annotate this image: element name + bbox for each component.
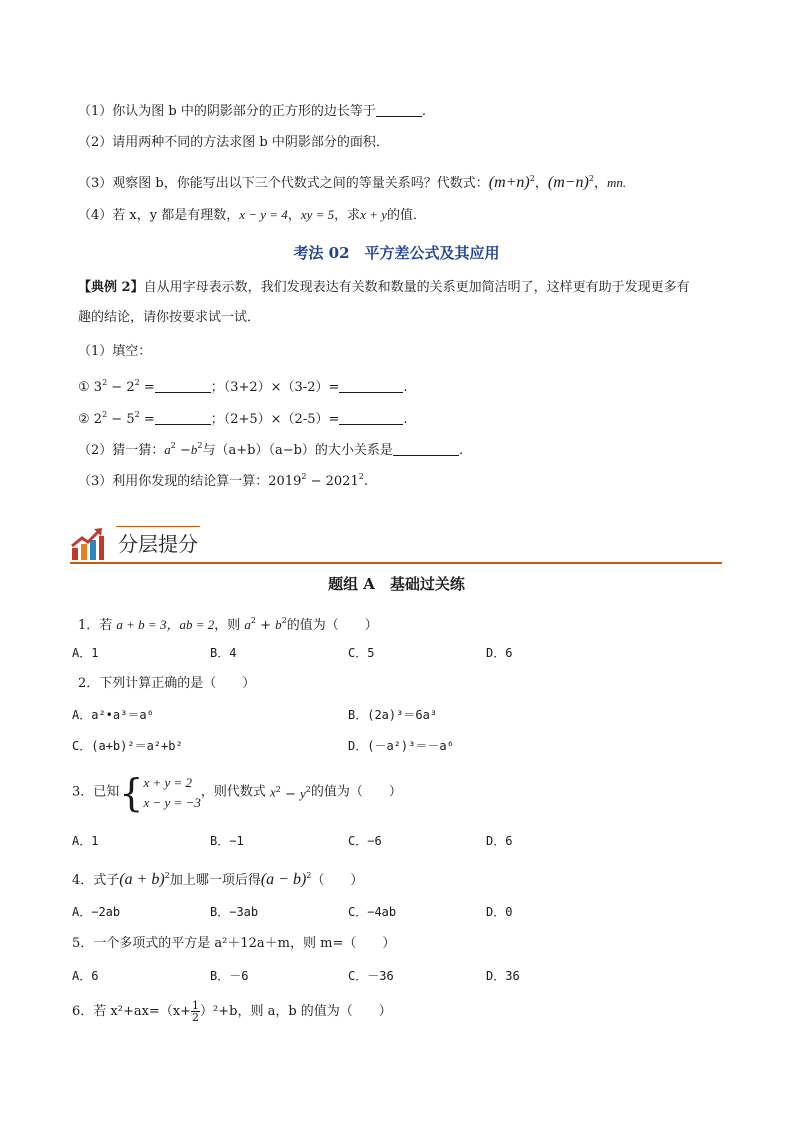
expression: (a − b) — [260, 871, 307, 888]
fill-row-2: ② $2^2 - 5^2$ = ；（2+5）×（2-5）= . — [78, 410, 408, 427]
option-d[interactable]: D．6 — [486, 646, 513, 660]
chart-growth-icon — [70, 526, 106, 562]
section-title: 考法 02 平方差公式及其应用 — [293, 244, 500, 262]
question-2-stem — [78, 675, 255, 693]
expression: = — [139, 380, 155, 395]
question-text: （2）猜一猜： — [78, 443, 165, 458]
stem-text: ，则 — [214, 618, 245, 633]
answer-blank — [339, 379, 403, 393]
expression: (m+n) — [488, 174, 530, 191]
option-d[interactable]: D．(－a²)³＝－a⁶ — [348, 739, 454, 753]
fill-row-1: ① $3^2 - 2^2$ = ；（3+2）×（3-2）= . — [78, 378, 408, 395]
expression: − 2021 — [306, 474, 359, 489]
expression: x — [269, 784, 276, 800]
banner-title: 分层提分 — [118, 532, 198, 556]
question-1-line — [78, 103, 426, 121]
stem-text: 3．已知 — [72, 784, 120, 800]
expression: (a + b) — [119, 871, 165, 888]
question-text: 与（a+b）（a−b）的大小关系是 — [202, 443, 393, 458]
expression: ① 3 — [78, 380, 103, 395]
option-b[interactable]: B．4 — [210, 646, 237, 660]
question-1-stem: 1．若 a + b = 3，ab = 2，则 $a^2 + b^2$的值为（ ） — [78, 616, 378, 633]
question-6-stem — [72, 1000, 392, 1024]
numerator: 1 — [192, 999, 200, 1012]
punctuation: . — [363, 474, 368, 489]
stem-text: （ ） — [311, 873, 364, 888]
guess-line: （2）猜一猜：$a^2 -b^2$与（a+b）（a−b）的大小关系是 . — [78, 441, 464, 458]
expression: ；（2+5）×（2-5）= — [210, 412, 340, 427]
equation-2: x − y = −3 — [143, 794, 201, 810]
stem-text: 6．若 x²+ax=（x+ — [72, 1004, 192, 1019]
punctuation: . — [403, 412, 408, 427]
question-2-line — [78, 134, 389, 152]
banner — [70, 522, 722, 564]
fill-label — [78, 343, 151, 361]
question-text: （4）若 x，y 都是有理数， — [78, 208, 240, 223]
answer-blank — [339, 411, 403, 425]
question-text: ，求 — [334, 208, 361, 223]
expression: x + y — [360, 207, 387, 222]
option-d[interactable]: D．6 — [486, 834, 513, 848]
question-text: （2）请用两种不同的方法求图 b 中阴影部分的面积． — [78, 135, 389, 150]
example-text: 自从用字母表示数，我们发现表达有关数和数量的关系更加简洁明了，这样更有助于发现更多有 — [143, 280, 690, 295]
expression: ② 2 — [78, 412, 103, 427]
option-b[interactable]: B．−3ab — [210, 905, 259, 919]
question-text: （3）利用你发现的结论算一算： — [78, 474, 269, 489]
example-label: 【典例 2】 — [78, 280, 144, 295]
option-c[interactable]: C．−6 — [348, 834, 382, 848]
option-a[interactable]: A．−2ab — [72, 905, 121, 919]
option-c[interactable]: C．−4ab — [348, 905, 397, 919]
question-text: 的值． — [386, 208, 426, 223]
expression: (m−n) — [547, 174, 589, 191]
question-4-stem: 4．式子$(a + b)^2$加上哪一项后得$(a - b)^2$（ ） — [72, 871, 364, 888]
stem-text: 的值为（ ） — [310, 784, 402, 800]
expression: − 2 — [107, 380, 135, 395]
question-text: （1）你认为图 b 中的阴影部分的正方形的边长等于 — [78, 104, 376, 119]
option-a[interactable]: A．1 — [72, 834, 99, 848]
expression: a — [244, 617, 251, 632]
fraction — [191, 1000, 200, 1023]
expression: − 5 — [107, 412, 135, 427]
expression: x − y = 4 — [239, 207, 288, 222]
answer-blank — [376, 103, 422, 117]
group-title: 题组 A 基础过关练 — [328, 575, 465, 593]
question-text: （3）观察图 b，你能写出以下三个代数式之间的等量关系吗？代数式： — [78, 176, 489, 191]
stem-text: 加上哪一项后得 — [169, 873, 261, 888]
brace: { — [119, 770, 144, 815]
expression: xy = 5 — [300, 207, 335, 222]
example-line — [78, 279, 690, 297]
option-d[interactable]: D．0 — [486, 905, 513, 919]
option-d[interactable]: D．36 — [486, 969, 520, 983]
stem-text: ）²+b，则 a，b 的值为（ ） — [200, 1004, 392, 1019]
question-5-stem — [72, 935, 395, 953]
example-text: 趣的结论，请你按要求试一试． — [78, 310, 261, 325]
equation-1: x + y = 2 — [143, 774, 193, 790]
stem-text: 1．若 — [78, 618, 117, 633]
option-c[interactable]: C．(a+b)²＝a²+b² — [72, 739, 183, 753]
denominator: 2 — [192, 1011, 200, 1024]
expression: a + b = 3，ab = 2 — [116, 617, 215, 632]
stem-text: ，则代数式 — [200, 784, 270, 800]
punctuation: . — [403, 380, 408, 395]
equation-system — [143, 773, 200, 813]
stem-text: 4．式子 — [72, 873, 120, 888]
answer-blank — [155, 411, 211, 425]
option-b[interactable]: B．−1 — [210, 834, 244, 848]
option-b[interactable]: B．－6 — [210, 969, 249, 983]
option-b[interactable]: B．(2a)³＝6a³ — [348, 708, 438, 722]
option-c[interactable]: C．5 — [348, 646, 375, 660]
expression: = — [139, 412, 155, 427]
stem-text: 的值为（ ） — [286, 618, 378, 633]
expression: a — [164, 442, 171, 457]
answer-blank — [155, 379, 211, 393]
question-4-line: （4）若 x，y 都是有理数，x − y = 4，xy = 5，求x + y的值． — [78, 207, 426, 223]
banner-rule — [70, 562, 722, 564]
option-a[interactable]: A．a²•a³＝a⁶ — [72, 708, 154, 722]
expression: mn. — [606, 175, 627, 190]
answer-blank — [393, 442, 459, 456]
punctuation: . — [458, 443, 464, 458]
example-line — [78, 309, 260, 327]
question-3-stem: 3．已知{ x + y = 2 x − y = −3 ，则代数式 $x^2 - y^2$的值为（ ） — [72, 770, 402, 815]
fill-label-text: （1）填空： — [78, 344, 152, 359]
stem-text: 5．一个多项式的平方是 a²＋12a＋m，则 m=（ ） — [72, 936, 396, 951]
expression: 2019 — [268, 474, 302, 489]
question-3-line: （3）观察图 b，你能写出以下三个代数式之间的等量关系吗？代数式：$(m+n)^2$，$(m-n)^2$，mn. — [78, 174, 627, 191]
punctuation: . — [421, 104, 426, 119]
banner-top-rule — [116, 526, 200, 527]
expression: ；（3+2）×（3-2）= — [210, 380, 340, 395]
option-a[interactable]: A．1 — [72, 646, 99, 660]
option-a[interactable]: A．6 — [72, 969, 99, 983]
stem-text: 2．下列计算正确的是（ ） — [78, 676, 256, 691]
calc-line: （3）利用你发现的结论算一算：$2019^2 - 2021^2$. — [78, 472, 368, 489]
option-c[interactable]: C．－36 — [348, 969, 394, 983]
